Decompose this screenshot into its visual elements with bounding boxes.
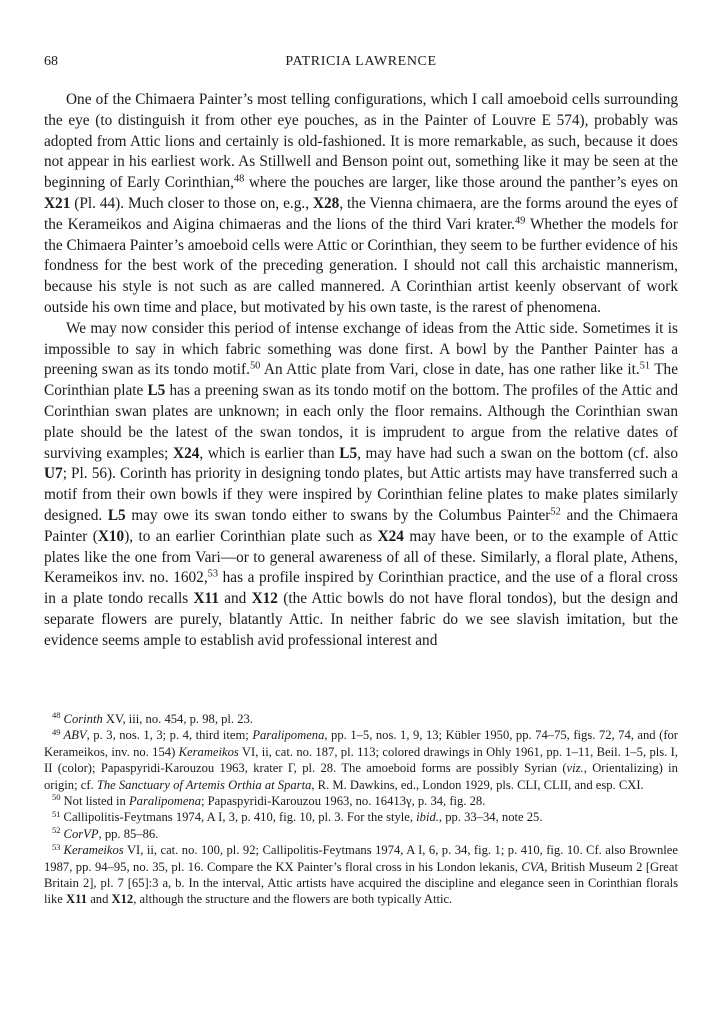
footnote — [44, 842, 678, 908]
text-run: ; Papaspyridi-Karouzou 1963, no. 16413γ, p. 34, fig. 28. — [201, 794, 486, 809]
text-run: , pp. 85–86. — [98, 826, 159, 841]
catalog-ref: X11 — [66, 892, 88, 907]
text-run: XV, iii, no. 454, p. 98, pl. 23. — [102, 712, 253, 726]
text-run: , pp. 33–34, note 25. — [438, 810, 543, 825]
text-run: and — [87, 892, 112, 907]
catalog-ref: X24 — [173, 444, 200, 462]
italic-text: CVA — [521, 859, 545, 874]
text-run: The Corinthian plate — [44, 361, 678, 400]
text-run: may have been, or to the example of Attic plates like the one from Vari—or to general awareness of all of these. Similarly, a floral plate, Athens, Kerameikos inv. no. 1602, — [44, 527, 678, 587]
text-run: ; Pl. 56). Corinth has priority in designing tondo plates, but Attic artists may have transferred such a motif from their own bowls if they were inspired by Corinthian feline plates to make plates similarly designed. — [44, 465, 678, 524]
note-ref: 53 — [207, 568, 219, 580]
catalog-ref: L5 — [339, 444, 358, 462]
text-run: VI, ii, cat. no. 100, pl. 92; Callipolitis-Feytmans 1974, A I, 6, p. 34, fig. 1; p. 410, fig. 10. Cf. also Brownlee 1987, pp. 94–95, no. 35, pl. 16. Compare the KX Painter’s floral cross in his London lekanis, — [44, 843, 678, 874]
catalog-ref: X10 — [97, 527, 125, 545]
italic-text: ibid. — [416, 810, 439, 825]
text-run: We may now consider this period of intense exchange of ideas from the Attic side. Sometimes it is impossible to say in which fabric something was done first. A bowl by the Panther Painter has a preening swan as its tondo motif. — [44, 319, 678, 379]
italic-text: Corinth — [63, 712, 103, 726]
italic-text: viz. — [566, 761, 584, 776]
text-run: ), to an earlier Corinthian plate such as — [124, 527, 378, 545]
text-run: , the Vienna chimaera, are the forms around the eyes of the Kerameikos and Aigina chimaeras and the lions of the third Vari krater. — [44, 194, 678, 233]
note-ref: 49 — [514, 215, 526, 227]
text-run: has a profile inspired by Corinthian practice, and the use of a floral cross in a plate tondo recalls — [44, 569, 678, 608]
text-run: has a preening swan as its tondo motif on the bottom. The profiles of the Attic and Corinthian swan plates are unknown; in each only the floor remains. Although the Corinthian swan plate should be the latest of the swan tondos, it is imprudent to argue from the relative dates of surviving examples; — [44, 382, 678, 462]
catalog-ref: U7 — [44, 465, 63, 483]
italic-text: ABV — [63, 728, 87, 743]
text-run: , p. 3, nos. 1, 3; p. 4, third item; — [86, 728, 253, 743]
catalog-ref: L5 — [147, 382, 166, 400]
text-run: VI, ii, cat. no. 187, pl. 113; colored drawings in Ohly 1961, pp. 1–11, Beil. 1–5, pls. I, II (color); Papaspyridi-Karouzou 1963, krater Γ, pl. 28. The amoeboid forms are possibly Syrian ( — [44, 744, 679, 776]
note-ref: 49 — [52, 726, 61, 737]
text-run: , British Museum 2 [Great Britain 2], pl. 7 [65]:3 a, b. In the interval, Attic artists have acquired the discipline and elegance seen in Corinthian florals like — [44, 859, 678, 907]
text-run: , may have had such a swan on the bottom (cf. also — [357, 444, 678, 462]
text-run: One of the Chimaera Painter’s most telling configurations, which I call amoeboid cells surrounding the eye (to distinguish it from other eye pouches, as in the Painter of Louvre E 574), probably was adopted from Attic lions and certainly is old-fashioned. It is more remarkable, as such, because it does not appear in his earliest work. As Stillwell and Benson point out, something like it may be seen at the beginning of Early Corinthian, — [44, 91, 678, 192]
note-ref: 51 — [639, 360, 651, 372]
italic-text: Paralipomena — [252, 728, 325, 743]
catalog-ref: X24 — [377, 527, 404, 545]
italic-text: The Sanctuary of Artemis Orthia at Sparta — [96, 777, 312, 792]
italic-text: CorVP — [63, 826, 99, 841]
body-paragraph — [44, 319, 678, 652]
text-run: may owe its swan tondo either to swans by the Columbus Painter — [125, 506, 551, 524]
catalog-ref: X12 — [251, 590, 278, 608]
note-ref: 52 — [550, 506, 561, 518]
text-run: and — [218, 590, 252, 608]
catalog-ref: X12 — [111, 892, 134, 907]
footnotes — [44, 711, 678, 908]
footnote — [44, 727, 678, 793]
note-ref: 50 — [249, 360, 261, 372]
note-ref: 51 — [52, 808, 61, 819]
text-run: where the pouches are larger, like those around the panther’s eyes on — [244, 174, 679, 192]
text-run: Not listed in — [63, 794, 129, 809]
page-number: 68 — [44, 54, 58, 69]
note-ref: 48 — [233, 173, 245, 185]
text-run: , although the structure and the flowers are both typically Attic. — [133, 892, 453, 907]
italic-text: Paralipomena — [128, 794, 202, 809]
note-ref: 53 — [52, 841, 61, 852]
running-head: PATRICIA LAWRENCE — [285, 54, 437, 69]
text-run: An Attic plate from Vari, close in date, has one rather like it. — [260, 361, 640, 379]
text-run: , pp. 1–5, nos. 1, 9, 13; Kübler 1950, pp. 74–75, figs. 72, 74, and (for Kerameikos, inv. no. 154) — [44, 728, 678, 759]
text-run: , Orientalizing) in origin; cf. — [44, 761, 678, 792]
catalog-ref: X28 — [312, 194, 340, 212]
body-text — [44, 90, 678, 652]
text-run: and the Chimaera Painter ( — [44, 506, 678, 545]
text-run: , which is earlier than — [199, 444, 340, 462]
note-ref: 50 — [52, 792, 61, 803]
catalog-ref: X21 — [44, 194, 71, 212]
footnote — [44, 711, 678, 727]
note-ref: 52 — [52, 825, 61, 836]
footnote — [44, 809, 678, 825]
text-run: (Pl. 44). Much closer to those on, e.g., — [70, 194, 313, 212]
page-header — [44, 54, 678, 74]
catalog-ref: L5 — [107, 506, 126, 524]
catalog-ref: X11 — [193, 590, 219, 608]
body-paragraph — [44, 90, 678, 319]
footnote — [44, 826, 678, 842]
text-run: Whether the models for the Chimaera Painter’s amoeboid cells were Attic or Corinthian, they seem to be further evidence of his fondness for the best work of the preceding generation. I should not call this archaistic mannerism, because his style is not such as are called mannered. A Corinthian artist keenly observant of work outside his own time and place, but motivated by his own taste, is the rarest of phenomena. — [44, 215, 679, 316]
italic-text: Kerameikos — [178, 744, 239, 759]
italic-text: Kerameikos — [63, 843, 124, 858]
note-ref: 48 — [52, 710, 61, 721]
text-run: (the Attic bowls do not have floral tondos), but the design and separate flowers are purely, blatantly Attic. In neither fabric do we see slavish imitation, but the evidence seems ample to establish avid professional interest and — [44, 590, 678, 649]
text-run: Callipolitis-Feytmans 1974, A I, 3, p. 410, fig. 10, pl. 3. For the style, — [63, 810, 417, 825]
text-run: , R. M. Dawkins, ed., London 1929, pls. CLI, CLII, and esp. CXI. — [311, 777, 644, 792]
footnote — [44, 793, 678, 809]
